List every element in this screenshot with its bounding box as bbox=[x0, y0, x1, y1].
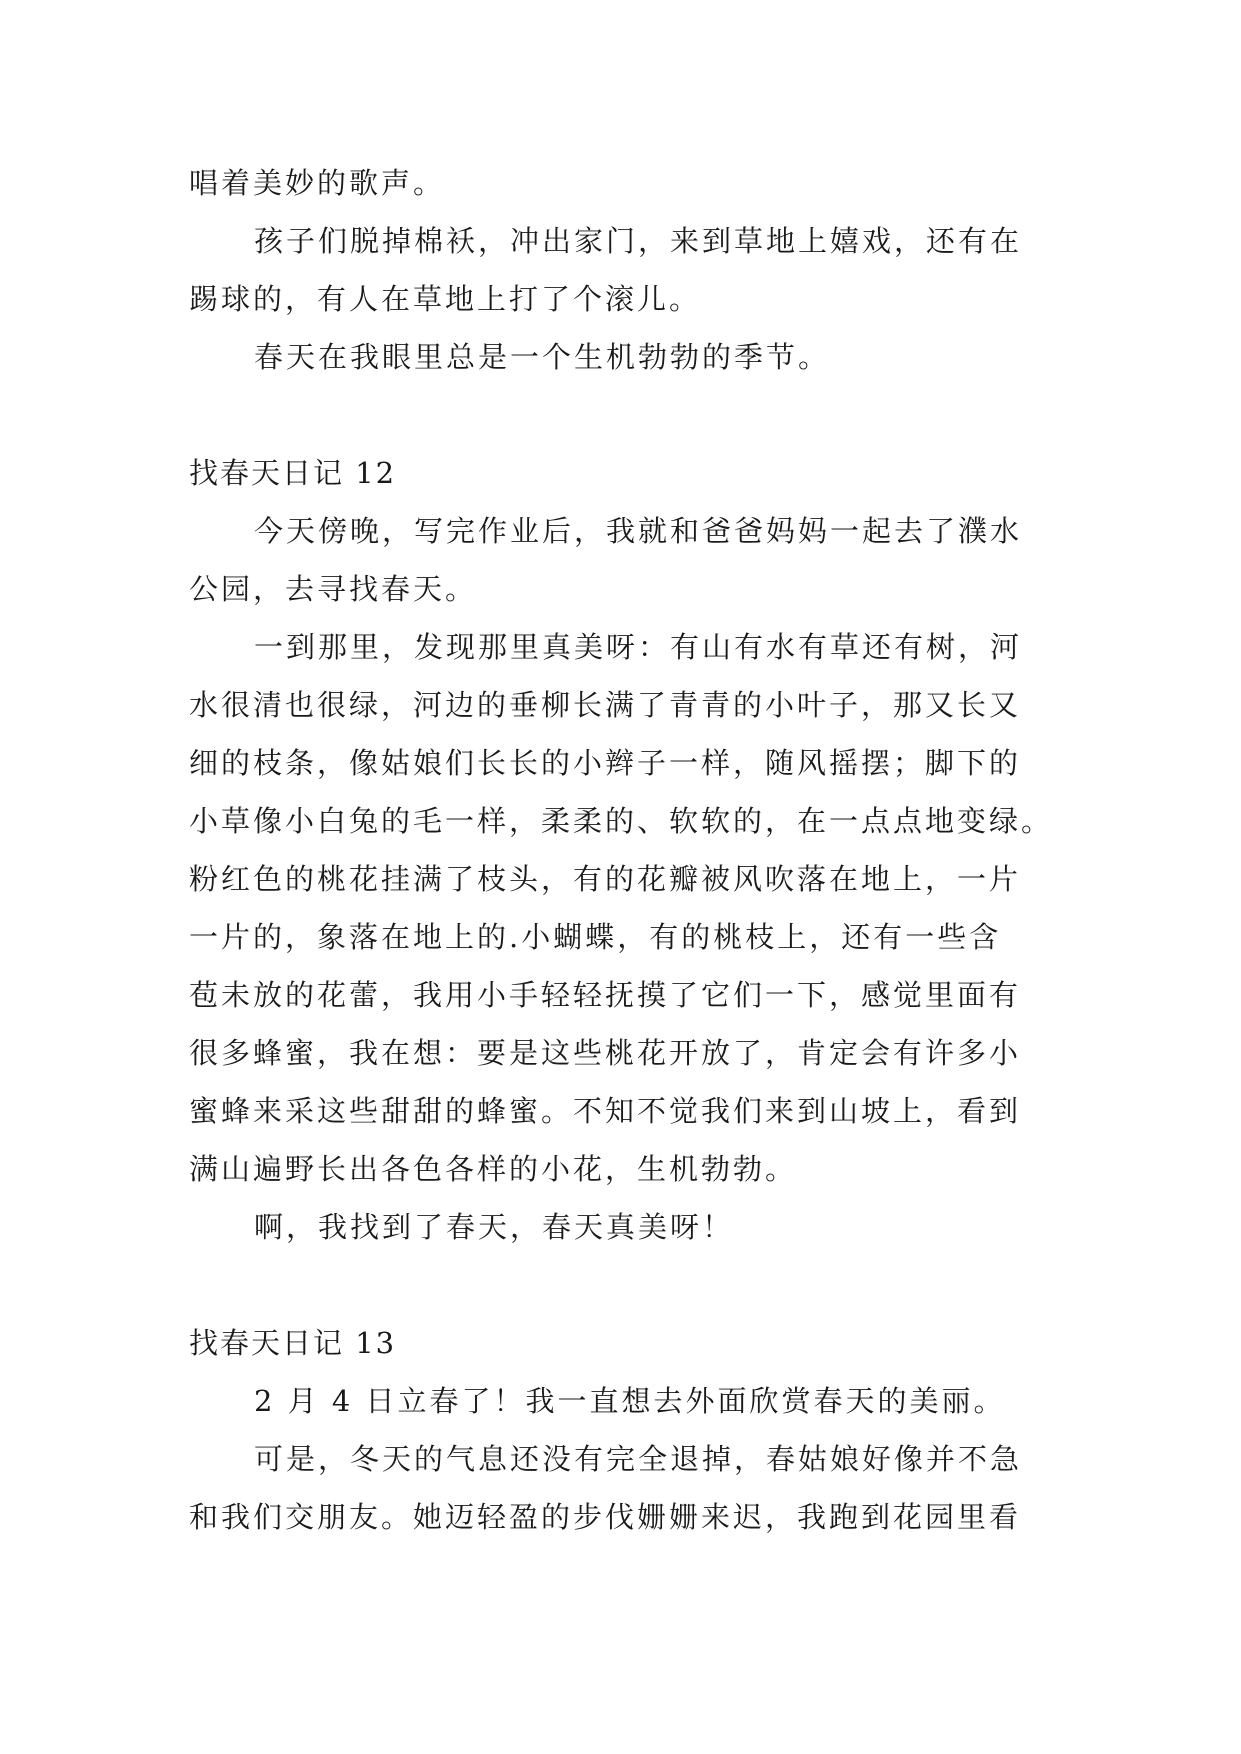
text-line: 一到那里，发现那里真美呀：有山有水有草还有树，河 bbox=[254, 630, 1023, 664]
text-line: 公园，去寻找春天。 bbox=[189, 572, 478, 606]
text-line: 一片的，象落在地上的.小蝴蝶，有的桃枝上，还有一些含 bbox=[189, 920, 1002, 954]
paragraph-gap bbox=[189, 1256, 1059, 1314]
text-line: 今天傍晚，写完作业后，我就和爸爸妈妈一起去了濮水 bbox=[254, 514, 1023, 548]
text-line: 小草像小白兔的毛一样，柔柔的、软软的，在一点点地变绿。 bbox=[189, 804, 1054, 838]
text-line: 蜜蜂来采这些甜甜的蜂蜜。不知不觉我们来到山坡上，看到 bbox=[189, 1094, 1022, 1128]
text-line: 和我们交朋友。她迈轻盈的步伐姗姗来迟，我跑到花园里看 bbox=[189, 1500, 1022, 1534]
text-line: 孩子们脱掉棉袄，冲出家门，来到草地上嬉戏，还有在 bbox=[254, 224, 1023, 258]
document-body bbox=[189, 154, 1059, 1546]
paragraph-gap bbox=[189, 386, 1059, 444]
text-line: 唱着美妙的歌声。 bbox=[189, 166, 446, 200]
text-line: 啊，我找到了春天，春天真美呀！ bbox=[254, 1210, 735, 1244]
text-line: 粉红色的桃花挂满了枝头，有的花瓣被风吹落在地上，一片 bbox=[189, 862, 1022, 896]
text-line: 水很清也很绿，河边的垂柳长满了青青的小叶子，那又长又 bbox=[189, 688, 1022, 722]
text-line: 苞未放的花蕾，我用小手轻轻抚摸了它们一下，感觉里面有 bbox=[189, 978, 1022, 1012]
text-line: 春天在我眼里总是一个生机勃勃的季节。 bbox=[254, 340, 831, 374]
text-line: 2 月 4 日立春了！我一直想去外面欣赏春天的美丽。 bbox=[254, 1384, 1006, 1418]
section-heading: 找春天日记 13 bbox=[189, 1326, 397, 1360]
text-line: 细的枝条，像姑娘们长长的小辫子一样，随风摇摆；脚下的 bbox=[189, 746, 1022, 780]
text-line: 满山遍野长出各色各样的小花，生机勃勃。 bbox=[189, 1152, 798, 1186]
text-line: 可是，冬天的气息还没有完全退掉，春姑娘好像并不急 bbox=[254, 1442, 1023, 1476]
section-heading: 找春天日记 12 bbox=[189, 456, 397, 490]
text-line: 很多蜂蜜，我在想：要是这些桃花开放了，肯定会有许多小 bbox=[189, 1036, 1022, 1070]
text-line: 踢球的，有人在草地上打了个滚儿。 bbox=[189, 282, 702, 316]
